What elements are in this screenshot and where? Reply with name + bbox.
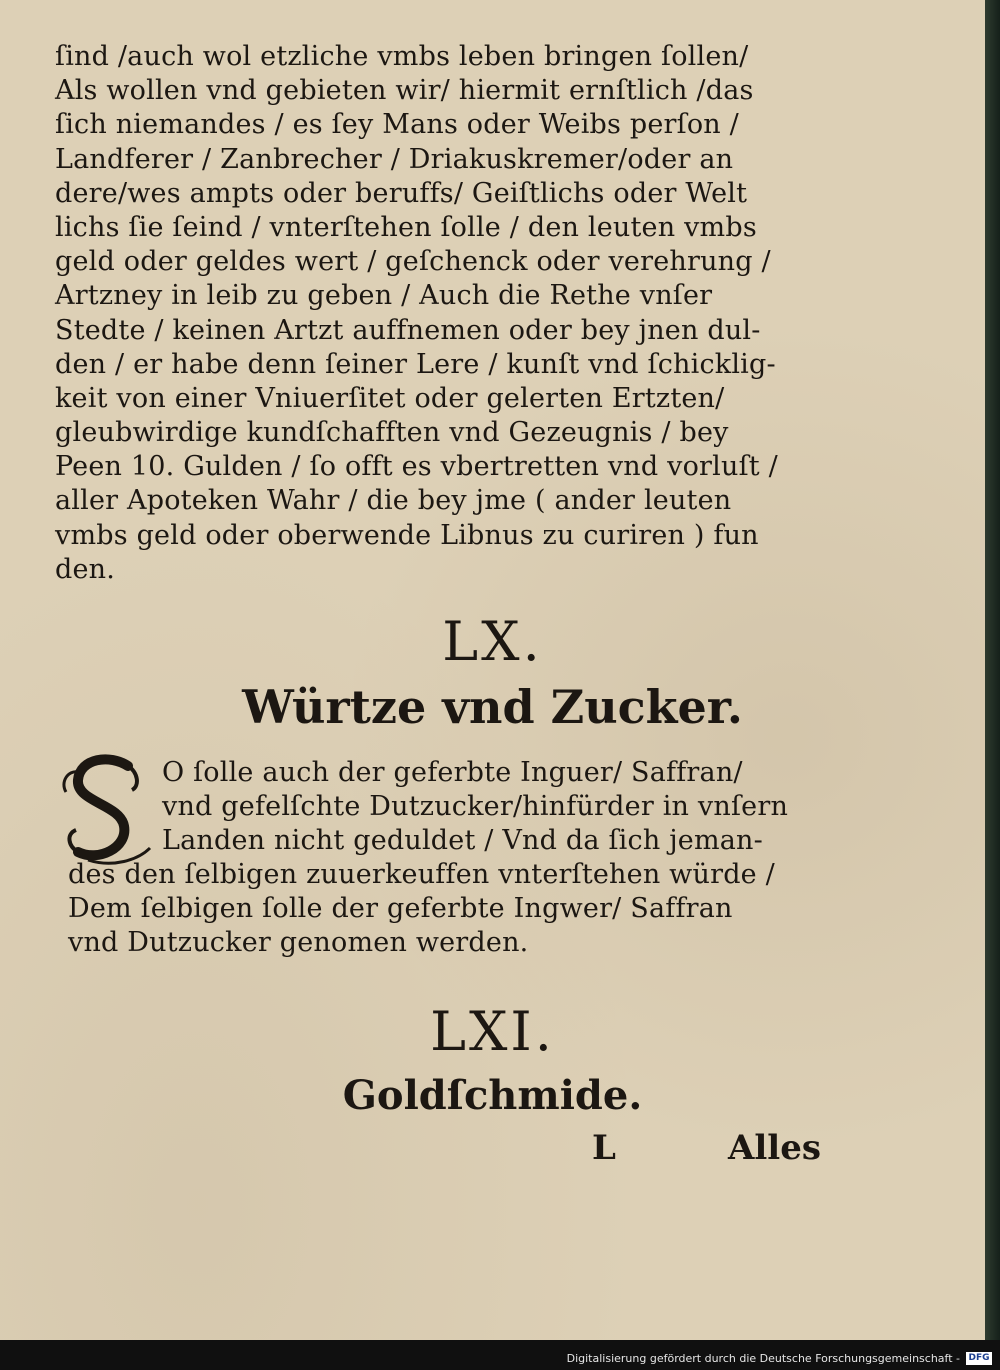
text-line: Landferer / Zanbrecher / Driakuskremer/oder an xyxy=(55,143,734,175)
svg-text:S: S xyxy=(58,752,59,753)
text-line: lichs ſie ſeind / vnterſtehen ſolle / den leuten vmbs xyxy=(55,211,757,243)
text-line: den. xyxy=(55,553,116,585)
section-title-lx: Würtze vnd Zucker. xyxy=(242,680,743,734)
text-line: ſind /auch wol etzliche vmbs leben bringen ſollen/ xyxy=(55,41,749,72)
catchword: Alles xyxy=(728,1128,821,1168)
section-number-lx: LX. xyxy=(442,610,543,673)
text-line: Landen nicht geduldet / Vnd da ſich jeman- xyxy=(162,825,763,857)
text-line: vnd Dutzucker genomen werden. xyxy=(68,927,529,959)
paragraph-2-first-lines xyxy=(162,756,842,859)
text-line: keit von einer Vniuerſitet oder gelerten Ertzten/ xyxy=(55,382,725,414)
paragraph-1 xyxy=(55,40,815,587)
section-number-lxi: LXI. xyxy=(430,1000,555,1063)
funding-credit: Digitalisierung gefördert durch die Deutsche Forschungsgemeinschaft - xyxy=(566,1352,960,1365)
text-line: ſich niemandes / es ſey Mans oder Weibs perſon / xyxy=(55,109,739,141)
text-line: Dem ſelbigen ſolle der geferbte Ingwer/ Saffran xyxy=(68,893,733,925)
text-line: aller Apoteken Wahr / die bey jme ( ander leuten xyxy=(55,485,732,517)
text-line: Peen 10. Gulden / ſo offt es vbertretten vnd vorluſt / xyxy=(55,451,778,483)
text-line: vnd gefelſchte Dutzucker/hinfürder in vnſern xyxy=(162,791,789,823)
text-line: den / er habe denn ſeiner Lere / kunſt vnd ſchicklig- xyxy=(55,348,776,380)
book-spine-edge xyxy=(985,0,1000,1340)
ornamental-initial-s xyxy=(58,752,158,868)
text-line: des den ſelbigen zuuerkeuffen vnterſtehen würde / xyxy=(68,859,775,890)
paragraph-2-rest-lines xyxy=(68,858,828,961)
signature-mark: L xyxy=(592,1128,616,1168)
text-line: Artzney in leib zu geben / Auch die Rethe vnſer xyxy=(55,280,713,312)
text-line: Als wollen vnd gebieten wir/ hiermit ernſtlich /das xyxy=(55,75,754,107)
text-line: gleubwirdige kundſchafften vnd Gezeugnis / bey xyxy=(55,417,729,449)
text-line: Stedte / keinen Artzt auffnemen oder bey jnen dul- xyxy=(55,314,761,346)
dfg-logo: DFG xyxy=(966,1352,992,1365)
text-line: O ſolle auch der geferbte Inguer/ Saffran/ xyxy=(162,757,743,788)
text-line: geld oder geldes wert / geſchenck oder verehrung / xyxy=(55,246,771,278)
section-title-lxi: Goldſchmide. xyxy=(342,1072,643,1119)
text-line: vmbs geld oder oberwende Libnus zu curiren ) fun xyxy=(55,519,759,551)
text-line: dere/wes ampts oder beruffs/ Geiſtlichs oder Welt xyxy=(55,177,748,209)
